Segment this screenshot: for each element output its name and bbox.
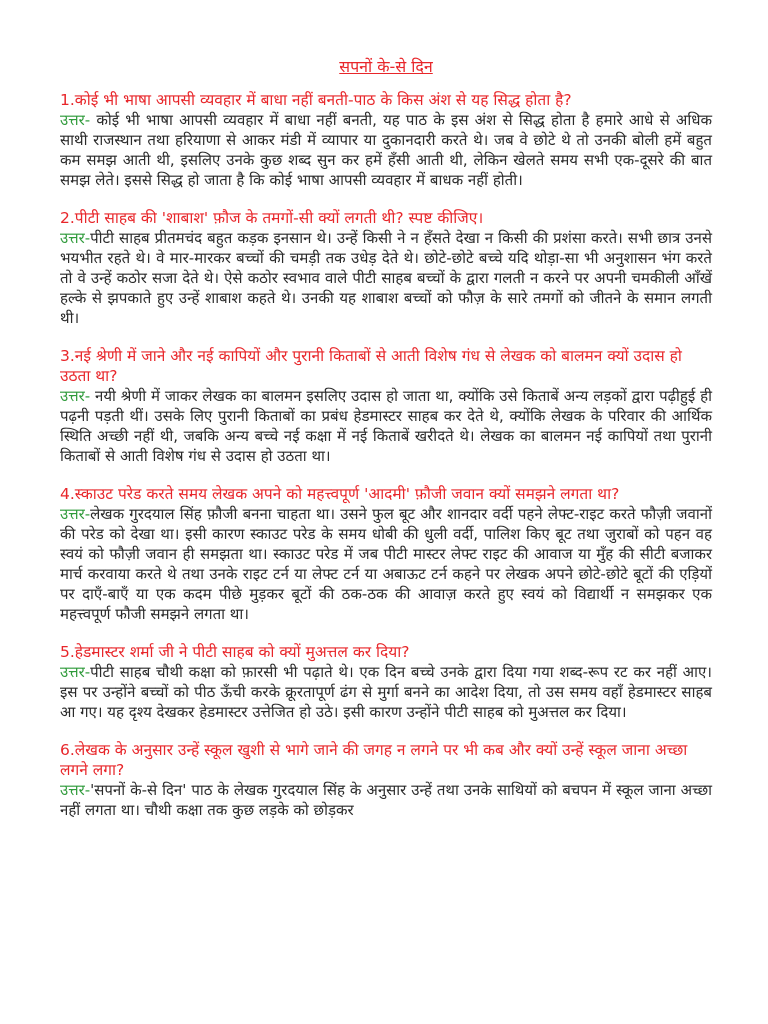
answer-label-2: उत्तर- (60, 229, 91, 247)
qa-item-6 (60, 740, 712, 820)
answer-text-3: नयी श्रेणी में जाकर लेखक का बालमन इसलिए उदास हो जाता था, क्योंकि उसे किताबें अन्य लड़कों द्वारा पढ़ीहुई ही पढ़नी पड़ती थीं। उसके लिए पुरानी किताबों का प्रबंध हेडमास्टर साहब कर देते थे, क्योंकि लेखक के परिवार की आर्थिक स्थिति अच्छी नहीं थी, जबकि अन्य बच्चे नई कक्षा में नई किताबें खरीदते थे। लेखक का बालमन नई कापियों तथा पुरानी किताबों से आती विशेष गंध से उदास हो उठता था। (60, 387, 712, 465)
answer-label-3: उत्तर- (60, 387, 91, 405)
answer-text-6: 'सपनों के-से दिन' पाठ के लेखक गुरदयाल सिंह के अनुसार उन्हें तथा उनके साथियों को बचपन में स्कूल जाना अच्छा नहीं लगता था। चौथी कक्षा तक कुछ लड़के को छोड़कर (60, 781, 712, 819)
answer-label-5: उत्तर- (60, 663, 91, 681)
answer-label-4: उत्तर- (60, 505, 91, 523)
answer-5 (60, 662, 712, 722)
answer-text-4: लेखक गुरदयाल सिंह फ़ौजी बनना चाहता था। उसने फुल बूट और शानदार वर्दी पहने लेफ्ट-राइट करते फौज़ी जवानों की परेड को देखा था। इसी कारण स्काउट परेड के समय धोबी की धुली वर्दी, पालिश किए बूट तथा जुराबों को पहन वह स्वयं को फौज़ी जवान ही समझता था। स्काउट परेड में जब पीटी मास्टर लेफ्ट राइट की आवाज या मुँह की सीटी बजाकर मार्च करवाया करते थे तथा उनके राइट टर्न या लेफ्ट टर्न या अबाऊट टर्न कहने पर लेखक अपने छोटे-छोटे बूटों की एड़ियों पर दाएँ-बाएँ या एक कदम पीछे मुड़कर बूटों की ठक-ठक की आवाज़ करते हुए स्वयं को विद्यार्थी न समझकर एक महत्त्वपूर्ण फौजी समझने लगता था। (60, 505, 712, 623)
answer-text-5: पीटी साहब चौथी कक्षा को फ़ारसी भी पढ़ाते थे। एक दिन बच्चे उनके द्वारा दिया गया शब्द-रूप रट कर नहीं आए। इस पर उन्होंने बच्चों को पीठ ऊँची करके क्रूरतापूर्ण ढंग से मुर्गा बनने का आदेश दिया, तो उस समय वहाँ हेडमास्टर साहब आ गए। यह दृश्य देखकर हेडमास्टर उत्तेजित हो उठे। इसी कारण उन्होंने पीटी साहब को मुअत्तल कर दिया। (60, 663, 712, 721)
qa-item-5 (60, 642, 712, 722)
question-5: 5.हेडमास्टर शर्मा जी ने पीटी साहब को क्यों मुअत्तल कर दिया? (60, 643, 410, 661)
qa-item-3 (60, 346, 712, 466)
question-4: 4.स्काउट परेड करते समय लेखक अपने को महत्त्वपूर्ण 'आदमी' फ़ौजी जवान क्यों समझने लगता था? (60, 485, 620, 503)
answer-1 (60, 110, 712, 190)
answer-3 (60, 386, 712, 466)
qa-item-2 (60, 208, 712, 328)
question-3: 3.नई श्रेणी में जाने और नई कापियों और पुरानी किताबों से आती विशेष गंध से लेखक को बालमन क्यों उदास हो उठता था? (60, 347, 682, 385)
question-2: 2.पीटी साहब की 'शाबाश' फ़ौज के तमगों-सी क्यों लगती थी? स्पष्ट कीजिए। (60, 209, 484, 227)
answer-text-2: पीटी साहब प्रीतमचंद बहुत कड़क इनसान थे। उन्हें किसी ने न हँसते देखा न किसी की प्रशंसा करते। सभी छात्र उनसे भयभीत रहते थे। वे मार-मारकर बच्चों की चमड़ी तक उधेड़ देते थे। छोटे-छोटे बच्चे यदि थोड़ा-सा भी अनुशासन भंग करते तो वे उन्हें कठोर सजा देते थे। ऐसे कठोर स्वभाव वाले पीटी साहब बच्चों के द्वारा गलती न करने पर अपनी चमकीली आँखें हल्के से झपकाते हुए उन्हें शाबाश कहते थे। उनकी यह शाबाश बच्चों को फौज़ के सारे तमगों को जीतने के समान लगती थी। (60, 229, 712, 327)
answer-4 (60, 504, 712, 624)
document-title: सपनों के-से दिन (339, 57, 433, 76)
answer-6 (60, 780, 712, 820)
answer-label-1: उत्तर- (60, 111, 91, 129)
question-6: 6.लेखक के अनुसार उन्हें स्कूल खुशी से भागे जाने की जगह न लगने पर भी कब और क्यों उन्हें स्कूल जाना अच्छा लगने लगा? (60, 741, 688, 779)
answer-2 (60, 228, 712, 328)
qa-item-1 (60, 90, 712, 190)
qa-item-4 (60, 484, 712, 624)
answer-label-6: उत्तर- (60, 781, 91, 799)
answer-text-1: कोई भी भाषा आपसी व्यवहार में बाधा नहीं बनती, यह पाठ के इस अंश से सिद्ध होता है हमारे आधे से अधिक साथी राजस्थान तथा हरियाणा से आकर मंडी में व्यापार या दुकानदारी करते थे। जब वे छोटे थे तो उनकी बोली हमें बहुत कम समझ आती थी, इसलिए उनके कुछ शब्द सुन कर हमें हँसी आती थी, लेकिन खेलते समय सभी एक-दूसरे की बात समझ लेते। इससे सिद्ध हो जाता है कि कोई भाषा आपसी व्यवहार में बाधक नहीं होती। (60, 111, 712, 189)
question-1: 1.कोई भी भाषा आपसी व्यवहार में बाधा नहीं बनती-पाठ के किस अंश से यह सिद्ध होता है? (60, 91, 572, 109)
